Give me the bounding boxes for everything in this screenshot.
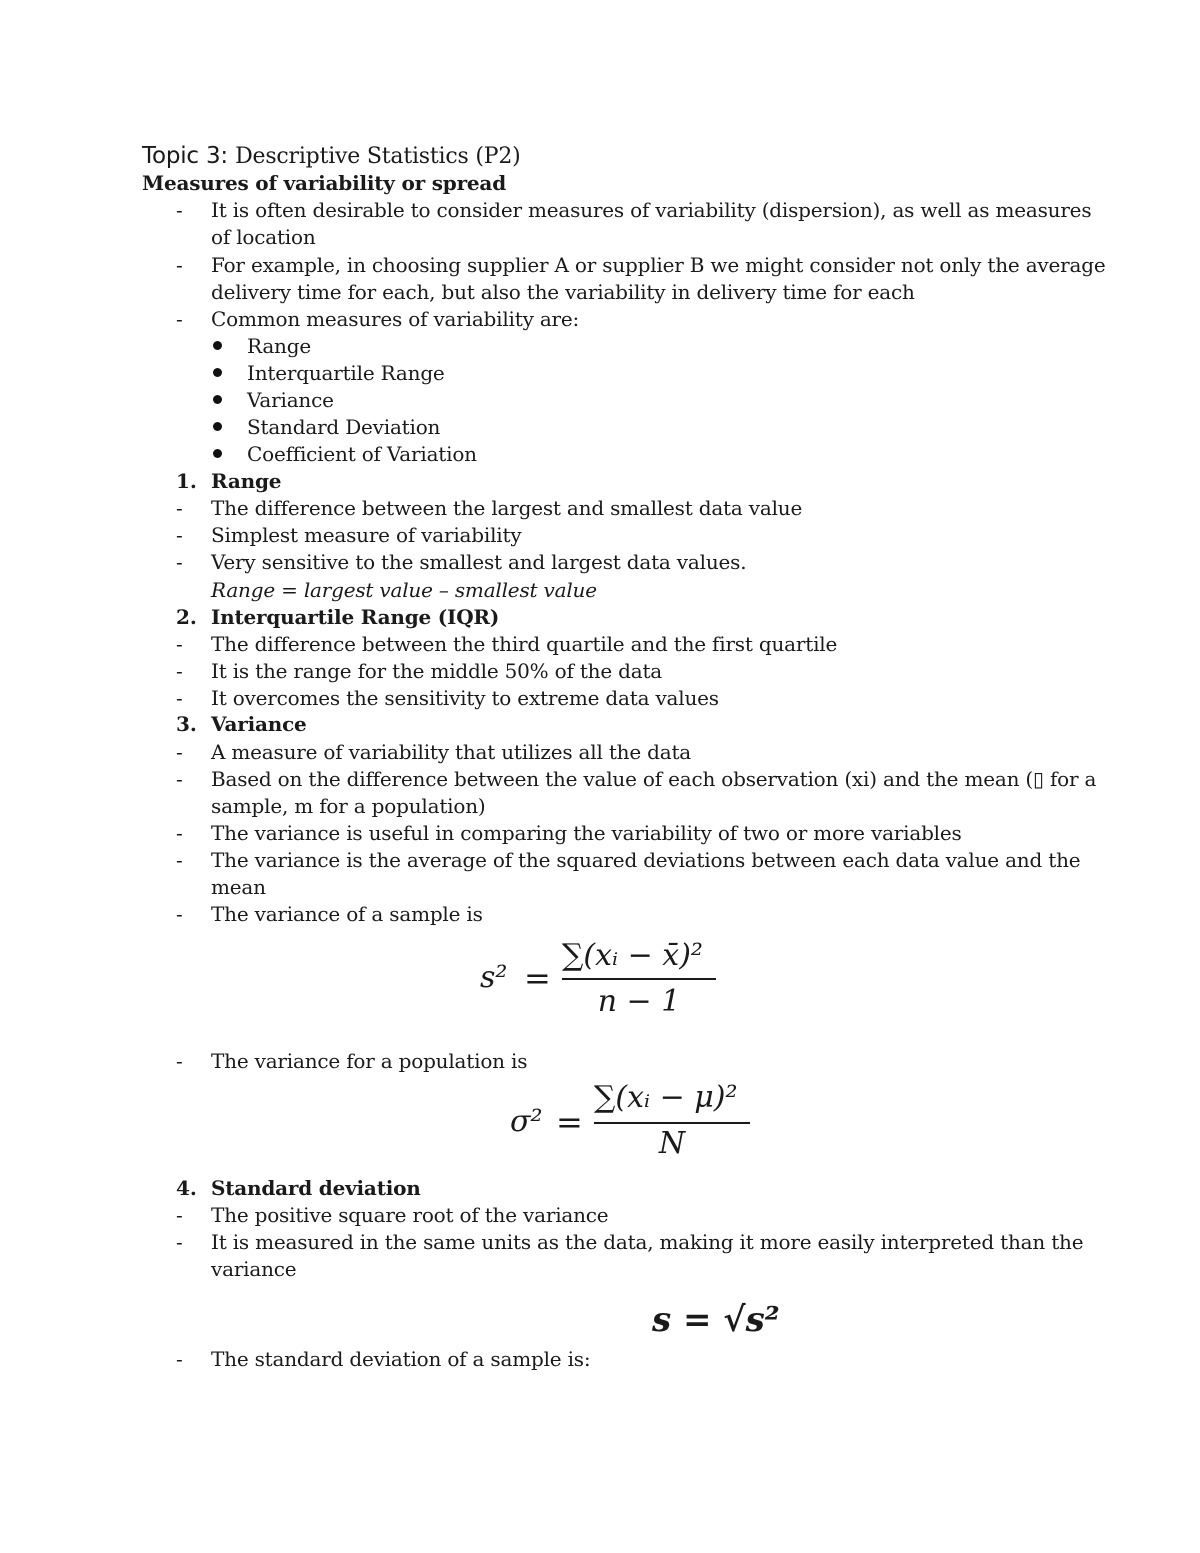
bullet-icon <box>213 422 222 431</box>
range-item: The difference between the largest and smallest data value <box>211 496 803 520</box>
population-variance-intro: The variance for a population is <box>211 1049 528 1073</box>
bullet-icon <box>213 395 222 404</box>
topic-label: Topic 3: <box>142 143 236 169</box>
fraction-bar <box>594 1122 750 1124</box>
measure-item: Variance <box>247 388 334 412</box>
dash-marker: - <box>176 740 183 764</box>
section-number: 2. <box>176 605 197 629</box>
measure-item: Range <box>247 334 311 358</box>
formula-lhs: σ² <box>510 1104 543 1139</box>
formula-numerator: ∑(xᵢ − x̄)² <box>562 938 703 973</box>
std-item-cont: variance <box>211 1257 297 1281</box>
dash-marker: - <box>176 523 183 547</box>
dash-marker: - <box>176 1203 183 1227</box>
range-item: Very sensitive to the smallest and largest data values. <box>211 550 747 574</box>
formula-denominator: n − 1 <box>597 984 681 1019</box>
intro-item-3: Common measures of variability are: <box>211 307 580 331</box>
std-item: It is measured in the same units as the data, making it more easily interpreted than the <box>211 1230 1084 1254</box>
section-heading: Measures of variability or spread <box>142 171 506 195</box>
formula-numerator: ∑(xᵢ − μ)² <box>594 1080 738 1115</box>
page-title <box>142 142 521 171</box>
range-heading: Range <box>211 469 282 493</box>
bullet-icon <box>213 449 222 458</box>
dash-marker: - <box>176 253 183 277</box>
population-variance-formula <box>510 1078 760 1160</box>
dash-marker: - <box>176 902 183 926</box>
iqr-item: It overcomes the sensitivity to extreme data values <box>211 686 719 710</box>
dash-marker: - <box>176 1347 183 1371</box>
variance-item-cont: mean <box>211 875 266 899</box>
dash-marker: - <box>176 821 183 845</box>
sqrt-formula-text: s = √s² <box>652 1300 780 1340</box>
dash-marker: - <box>176 767 183 791</box>
fraction-bar <box>562 978 716 980</box>
bullet-icon <box>213 368 222 377</box>
std-item: The positive square root of the variance <box>211 1203 609 1227</box>
formula-denominator: N <box>658 1126 686 1161</box>
dash-marker: - <box>176 550 183 574</box>
std-heading: Standard deviation <box>211 1176 421 1200</box>
bullet-icon <box>213 341 222 350</box>
dash-marker: - <box>176 659 183 683</box>
dash-marker: - <box>176 1230 183 1254</box>
topic-name: Descriptive Statistics (P2) <box>235 144 521 169</box>
formula-equals: = <box>524 959 551 997</box>
variance-heading: Variance <box>211 712 307 736</box>
measure-item: Standard Deviation <box>247 415 441 439</box>
variance-item: A measure of variability that utilizes all the data <box>211 740 692 764</box>
measure-item: Coefficient of Variation <box>247 442 477 466</box>
intro-item-2-line2: delivery time for each, but also the variability in delivery time for each <box>211 280 915 304</box>
section-number: 4. <box>176 1176 197 1200</box>
intro-item-2-line1: For example, in choosing supplier A or supplier B we might consider not only the average <box>211 253 1106 277</box>
iqr-heading: Interquartile Range (IQR) <box>211 605 500 629</box>
variance-item: The variance is the average of the squared deviations between each data value and the <box>211 848 1081 872</box>
iqr-item: It is the range for the middle 50% of the data <box>211 659 663 683</box>
formula-lhs: s² <box>480 960 508 995</box>
sample-variance-formula <box>480 938 730 1020</box>
dash-marker: - <box>176 686 183 710</box>
dash-marker: - <box>176 632 183 656</box>
variance-item: The variance of a sample is <box>211 902 483 926</box>
section-number: 3. <box>176 712 197 736</box>
section-number: 1. <box>176 469 197 493</box>
dash-marker: - <box>176 1049 183 1073</box>
dash-marker: - <box>176 496 183 520</box>
range-formula: Range = largest value – smallest value <box>211 578 597 602</box>
variance-item: Based on the difference between the value of each observation (xi) and the mean (▯ for a <box>211 767 1097 791</box>
std-sample-intro: The standard deviation of a sample is: <box>211 1347 591 1371</box>
iqr-item: The difference between the third quartile and the first quartile <box>211 632 838 656</box>
dash-marker: - <box>176 307 183 331</box>
range-item: Simplest measure of variability <box>211 523 522 547</box>
variance-item: The variance is useful in comparing the variability of two or more variables <box>211 821 962 845</box>
formula-equals: = <box>556 1103 583 1141</box>
dash-marker: - <box>176 198 183 222</box>
measure-item: Interquartile Range <box>247 361 445 385</box>
intro-item-1-line1: It is often desirable to consider measures of variability (dispersion), as well as measures <box>211 198 1092 222</box>
intro-item-1-line2: of location <box>211 225 316 249</box>
dash-marker: - <box>176 848 183 872</box>
std-formula <box>652 1290 812 1346</box>
variance-item-cont: sample, m for a population) <box>211 794 486 818</box>
